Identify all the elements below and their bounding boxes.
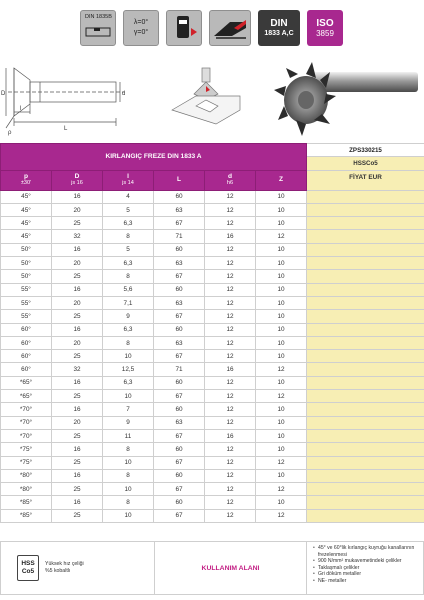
table-cell: 12 [205, 283, 256, 296]
technical-drawings [0, 58, 424, 140]
col-header-p: p ±30' [1, 170, 52, 190]
usage-item: • Taklaşmalı çelikler [313, 565, 419, 572]
table-cell: 16 [52, 496, 103, 509]
product-code: ZPS330215 [307, 144, 424, 157]
table-cell: 71 [154, 363, 205, 376]
table-cell: 12 [205, 509, 256, 522]
material-label: HSSCo5 [307, 157, 424, 170]
table-cell: 8 [103, 443, 154, 456]
table-row [1, 296, 424, 309]
din-label: DIN [270, 18, 288, 29]
table-cell: 60 [154, 243, 205, 256]
table-cell: 12 [205, 203, 256, 216]
usage-title: KULLANIM ALANI [201, 564, 260, 572]
price-cell [307, 429, 424, 442]
table-cell: 12 [205, 443, 256, 456]
table-cell: *80° [1, 469, 52, 482]
dim-D-label: D [1, 91, 6, 97]
table-row [1, 230, 424, 243]
table-cell: 12 [205, 190, 256, 203]
table-cell: 25 [52, 509, 103, 522]
usage-item: • 900 N/mm² mukavemetindeki çelikler [313, 558, 419, 565]
price-cell [307, 416, 424, 429]
gamma-angle-text: γ=0° [133, 29, 149, 36]
table-row [1, 257, 424, 270]
price-cell [307, 310, 424, 323]
col-header-d: d h6 [205, 170, 256, 190]
table-cell: 10 [256, 296, 307, 309]
col-header-Z: Z [256, 170, 307, 190]
table-cell: 25 [52, 270, 103, 283]
table-cell: 20 [52, 296, 103, 309]
dim-p-label: ρ [8, 130, 12, 136]
table-cell: 5,6 [103, 283, 154, 296]
table-cell: 60° [1, 323, 52, 336]
table-cell: 25 [52, 429, 103, 442]
table-cell: 20 [52, 416, 103, 429]
lambda-angle-text: λ=0° [133, 19, 149, 26]
dim-L-label: L [64, 126, 68, 132]
table-cell: 55° [1, 310, 52, 323]
tool-holder-icon [171, 14, 197, 42]
table-cell: 16 [52, 323, 103, 336]
table-cell: 16 [205, 230, 256, 243]
table-cell: 60 [154, 443, 205, 456]
table-cell: 16 [52, 190, 103, 203]
hss-top-label: HSS [21, 560, 35, 567]
table-cell: 25 [52, 390, 103, 403]
table-cell: 16 [52, 376, 103, 389]
table-cell: 8 [103, 270, 154, 283]
table-row [1, 509, 424, 522]
table-cell: 10 [256, 350, 307, 363]
table-cell: 16 [52, 283, 103, 296]
table-row [1, 323, 424, 336]
price-cell [307, 509, 424, 522]
price-cell [307, 469, 424, 482]
product-table [0, 143, 424, 523]
material-info [1, 542, 155, 594]
table-cell: *70° [1, 429, 52, 442]
footer [0, 541, 424, 595]
table-row [1, 416, 424, 429]
table-cell: 10 [256, 283, 307, 296]
table-cell: 12 [256, 230, 307, 243]
table-cell: 63 [154, 336, 205, 349]
table-cell: 25 [52, 483, 103, 496]
cutting-direction-icon [212, 16, 248, 40]
table-cell: 60 [154, 283, 205, 296]
price-cell [307, 230, 424, 243]
usage-title-area [155, 542, 307, 594]
table-cell: 16 [52, 469, 103, 482]
table-cell: 12 [256, 456, 307, 469]
material-cut-badge [209, 10, 251, 46]
shank-standard-badge [80, 10, 116, 46]
price-cell [307, 403, 424, 416]
col-header-D: D js 16 [52, 170, 103, 190]
price-cell [307, 270, 424, 283]
table-cell: 67 [154, 429, 205, 442]
table-cell: 12 [256, 483, 307, 496]
price-cell [307, 443, 424, 456]
col-header-l: l js 14 [103, 170, 154, 190]
table-cell: 63 [154, 416, 205, 429]
table-cell: 60° [1, 350, 52, 363]
table-cell: 32 [52, 230, 103, 243]
din-value: 1833 A,C [264, 30, 294, 37]
price-cell [307, 217, 424, 230]
table-cell: 12 [205, 323, 256, 336]
table-cell: 12 [205, 257, 256, 270]
dimension-drawing [0, 58, 150, 140]
table-cell: 12 [205, 416, 256, 429]
table-cell: 10 [103, 483, 154, 496]
table-cell: 12 [205, 469, 256, 482]
price-cell [307, 296, 424, 309]
table-cell: 25 [52, 350, 103, 363]
table-cell: 32 [52, 363, 103, 376]
table-cell: 10 [256, 469, 307, 482]
table-cell: 60° [1, 336, 52, 349]
table-cell: 10 [256, 243, 307, 256]
table-cell: 67 [154, 310, 205, 323]
table-cell: 10 [256, 217, 307, 230]
table-cell: 6,3 [103, 323, 154, 336]
table-cell: 16 [205, 429, 256, 442]
table-cell: *80° [1, 483, 52, 496]
table-cell: 10 [103, 509, 154, 522]
price-cell [307, 350, 424, 363]
price-cell [307, 323, 424, 336]
table-cell: 67 [154, 483, 205, 496]
table-cell: 12 [205, 310, 256, 323]
table-cell: 10 [256, 376, 307, 389]
rake-angle-badge [123, 10, 159, 46]
table-row [1, 376, 424, 389]
table-cell: 10 [256, 257, 307, 270]
table-cell: 63 [154, 257, 205, 270]
shank-icon [83, 25, 113, 39]
table-row [1, 496, 424, 509]
table-row [1, 456, 424, 469]
table-cell: 12 [205, 376, 256, 389]
usage-list [313, 545, 419, 585]
table-cell: 55° [1, 296, 52, 309]
table-cell: 12 [256, 390, 307, 403]
table-row [1, 217, 424, 230]
hss-co5-icon [17, 555, 39, 581]
table-cell: 63 [154, 203, 205, 216]
table-cell: 10 [256, 429, 307, 442]
dim-l-label: l [20, 106, 22, 112]
table-cell: 60 [154, 190, 205, 203]
table-cell: 16 [205, 363, 256, 376]
table-row [1, 190, 424, 203]
table-cell: 9 [103, 416, 154, 429]
table-cell: 8 [103, 230, 154, 243]
table-row [1, 243, 424, 256]
table-cell: *75° [1, 443, 52, 456]
coolant-badge [166, 10, 202, 46]
table-cell: 5 [103, 243, 154, 256]
usage-list-area [307, 542, 423, 594]
table-cell: 60 [154, 469, 205, 482]
table-cell: 12 [205, 243, 256, 256]
price-cell [307, 483, 424, 496]
table-cell: 10 [256, 310, 307, 323]
table-cell: 60 [154, 403, 205, 416]
table-cell: 45° [1, 230, 52, 243]
table-cell: *65° [1, 390, 52, 403]
table-row [1, 443, 424, 456]
table-cell: 12 [205, 217, 256, 230]
table-cell: 16 [52, 243, 103, 256]
table-cell: 10 [103, 456, 154, 469]
usage-item: • NE- metaller [313, 578, 419, 585]
table-cell: 67 [154, 390, 205, 403]
table-cell: 16 [52, 403, 103, 416]
price-cell [307, 190, 424, 203]
table-row [1, 283, 424, 296]
price-cell [307, 376, 424, 389]
table-cell: 8 [103, 336, 154, 349]
price-cell [307, 283, 424, 296]
table-cell: 10 [256, 203, 307, 216]
table-cell: 10 [256, 403, 307, 416]
price-cell [307, 456, 424, 469]
table-cell: 45° [1, 190, 52, 203]
table-cell: 12 [256, 509, 307, 522]
table-cell: 60 [154, 376, 205, 389]
iso-value: 3859 [316, 28, 334, 38]
din-badge [258, 10, 300, 46]
table-cell: 10 [256, 270, 307, 283]
table-title: KIRLANGIÇ FREZE DIN 1833 A [1, 144, 307, 171]
table-cell: 11 [103, 429, 154, 442]
table-row [1, 403, 424, 416]
table-cell: 50° [1, 243, 52, 256]
price-cell [307, 363, 424, 376]
table-cell: 6,3 [103, 257, 154, 270]
feature-badges [80, 10, 343, 46]
table-cell: 12 [205, 390, 256, 403]
table-cell: 20 [52, 257, 103, 270]
price-cell [307, 496, 424, 509]
table-cell: 55° [1, 283, 52, 296]
table-cell: 25 [52, 217, 103, 230]
table-cell: 10 [256, 323, 307, 336]
table-cell: 9 [103, 310, 154, 323]
dim-d-label: d [122, 91, 126, 97]
dovetail-cutter-image [272, 58, 422, 140]
table-row [1, 203, 424, 216]
table-cell: 7 [103, 403, 154, 416]
table-cell: 10 [256, 496, 307, 509]
table-cell: 6,3 [103, 217, 154, 230]
table-cell: *75° [1, 456, 52, 469]
iso-badge [307, 10, 343, 46]
table-cell: 45° [1, 217, 52, 230]
hss-note [45, 561, 84, 575]
table-cell: 10 [103, 350, 154, 363]
table-cell: 12 [205, 456, 256, 469]
table-cell: 60 [154, 323, 205, 336]
table-row [1, 469, 424, 482]
table-row [1, 390, 424, 403]
table-cell: 63 [154, 296, 205, 309]
table-cell: 12 [205, 403, 256, 416]
table-cell: 5 [103, 203, 154, 216]
hss-note-line-1: Yüksek hız çeliği [45, 561, 84, 568]
table-cell: 12 [205, 350, 256, 363]
hss-note-line-2: %5 kobaltlı [45, 568, 71, 574]
table-cell: 60° [1, 363, 52, 376]
dovetail-sketch [166, 66, 246, 132]
table-cell: 12 [205, 483, 256, 496]
table-cell: 4 [103, 190, 154, 203]
table-cell: 45° [1, 203, 52, 216]
table-cell: 25 [52, 310, 103, 323]
table-cell: 12,5 [103, 363, 154, 376]
hss-bottom-label: Co5 [21, 568, 35, 575]
table-cell: 12 [205, 270, 256, 283]
price-cell [307, 203, 424, 216]
table-cell: *85° [1, 496, 52, 509]
table-cell: 6,3 [103, 376, 154, 389]
table-row [1, 310, 424, 323]
price-cell [307, 257, 424, 270]
table-cell: 8 [103, 496, 154, 509]
table-row [1, 336, 424, 349]
col-header-L: L [154, 170, 205, 190]
price-cell [307, 243, 424, 256]
usage-item: • Gri döküm metaller [313, 571, 419, 578]
table-row [1, 270, 424, 283]
table-cell: 67 [154, 456, 205, 469]
table-cell: 12 [205, 496, 256, 509]
table-cell: 67 [154, 509, 205, 522]
usage-item: • 45° ve 60°lik kırlangıç kuyruğu kanallarının frezelenmesi [313, 545, 419, 558]
table-cell: 10 [103, 390, 154, 403]
table-cell: 10 [256, 336, 307, 349]
table-cell: 10 [256, 416, 307, 429]
table-cell: *70° [1, 403, 52, 416]
table-cell: 20 [52, 203, 103, 216]
table-cell: 67 [154, 350, 205, 363]
table-row [1, 350, 424, 363]
table-row [1, 363, 424, 376]
table-cell: 12 [205, 296, 256, 309]
table-cell: 71 [154, 230, 205, 243]
price-header: FİYAT EUR [307, 170, 424, 190]
table-cell: *65° [1, 376, 52, 389]
table-cell: 50° [1, 257, 52, 270]
table-row [1, 483, 424, 496]
table-cell: 25 [52, 456, 103, 469]
table-cell: 7,1 [103, 296, 154, 309]
table-cell: 12 [256, 363, 307, 376]
table-cell: 8 [103, 469, 154, 482]
table-cell: 50° [1, 270, 52, 283]
shank-standard-label: DIN 1835B [85, 14, 112, 20]
table-cell: 10 [256, 190, 307, 203]
table-row [1, 429, 424, 442]
price-cell [307, 390, 424, 403]
table-cell: 60 [154, 496, 205, 509]
price-cell [307, 336, 424, 349]
table-cell: 67 [154, 217, 205, 230]
table-cell: 16 [52, 443, 103, 456]
iso-label: ISO [316, 17, 334, 29]
table-cell: 20 [52, 336, 103, 349]
table-cell: 12 [205, 336, 256, 349]
table-cell: *70° [1, 416, 52, 429]
table-cell: 10 [256, 443, 307, 456]
table-cell: *85° [1, 509, 52, 522]
table-cell: 67 [154, 270, 205, 283]
